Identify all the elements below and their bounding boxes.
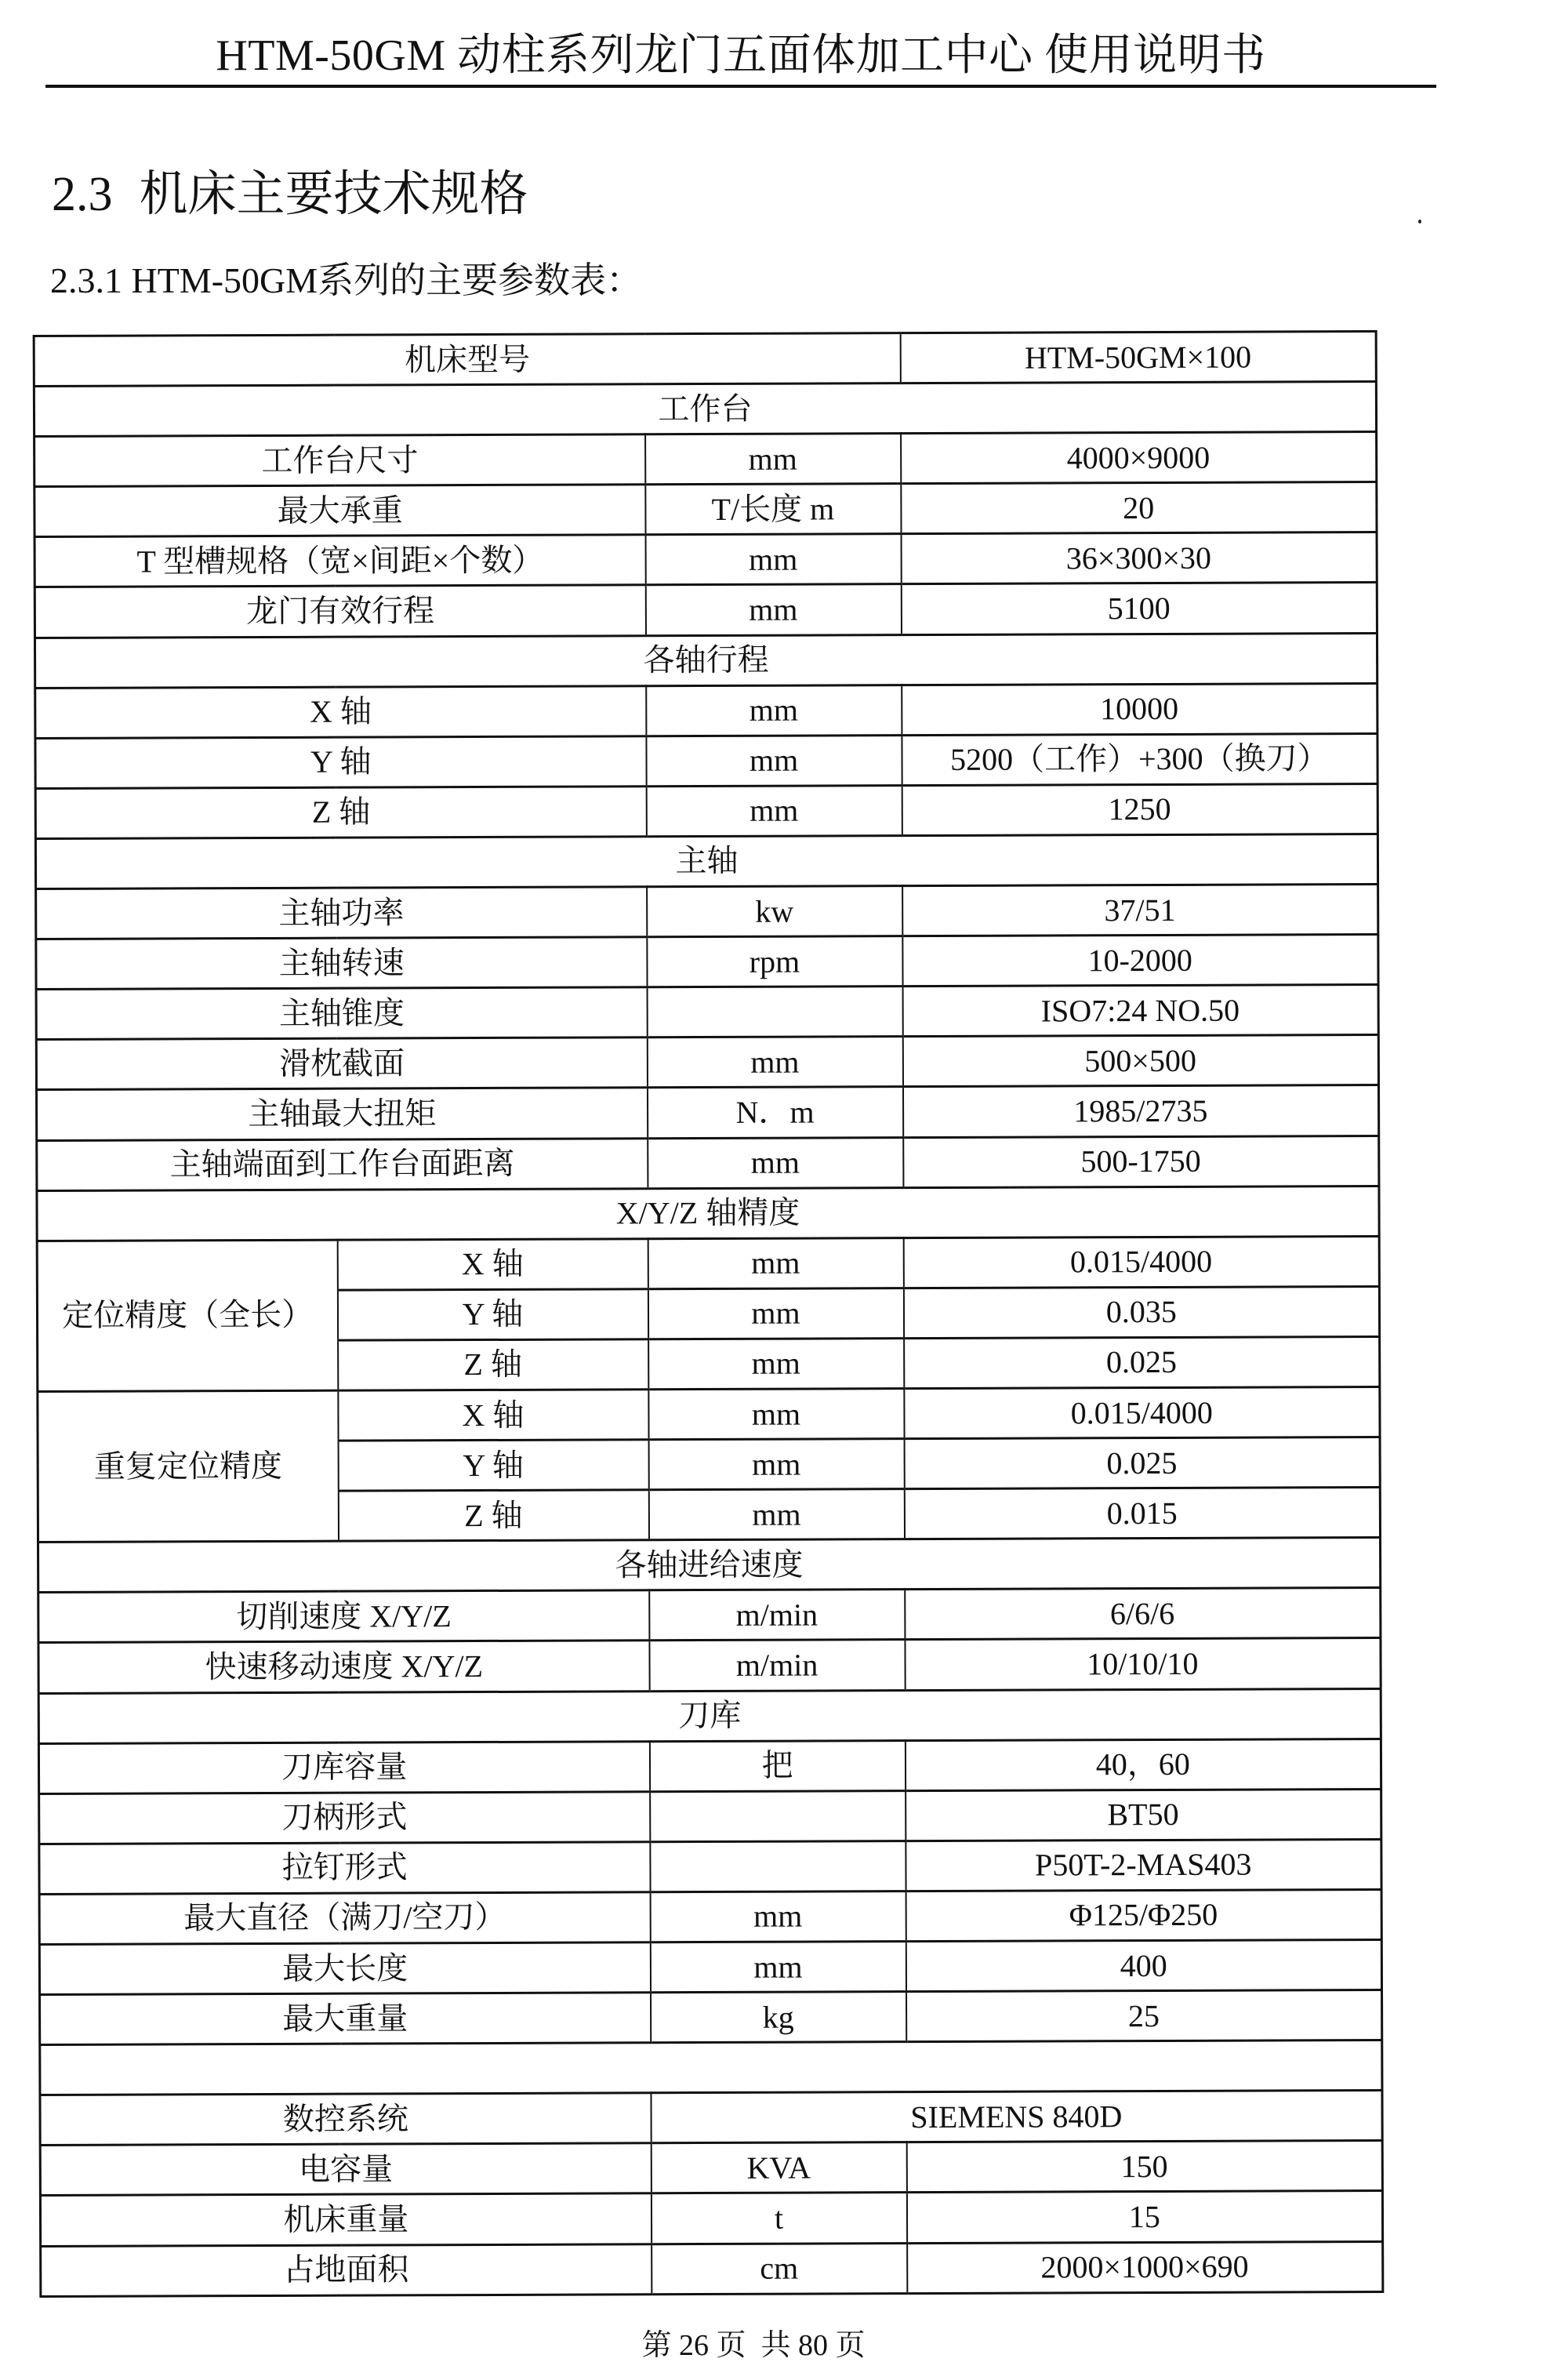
unit-cell: mm	[645, 534, 901, 585]
value-cell: 2000×1000×690	[907, 2241, 1383, 2293]
param-cell: 主轴转速	[36, 937, 647, 990]
table-row	[39, 1789, 1381, 1844]
value-cell: 37/51	[902, 885, 1378, 936]
axis-cell: Z 轴	[338, 1339, 648, 1390]
unit-cell: mm	[645, 434, 901, 485]
table-row	[38, 1386, 1380, 1441]
param-cell: 机床重量	[40, 2193, 651, 2246]
section-title-cell: X/Y/Z 轴精度	[37, 1186, 1379, 1241]
value-cell: 5100	[901, 583, 1377, 634]
value-cell: 25	[906, 1990, 1382, 2042]
value-cell: P50T-2-MAS403	[906, 1839, 1381, 1891]
table-row	[40, 1990, 1382, 2045]
value-cell: 15	[906, 2191, 1382, 2243]
value-cell: 1985/2735	[903, 1085, 1379, 1137]
value-cell: ISO7:24 NO.50	[902, 985, 1378, 1037]
param-cell: T 型槽规格（宽×间距×个数）	[34, 535, 645, 587]
value-cell: 10/10/10	[905, 1638, 1381, 1690]
param-cell: 数控系统	[40, 2093, 651, 2146]
axis-cell: X 轴	[337, 1238, 648, 1289]
unit-cell: mm	[648, 1439, 904, 1490]
table-row	[36, 1035, 1378, 1090]
table-row	[34, 583, 1377, 638]
unit-cell: mm	[648, 1137, 903, 1188]
value-cell: 0.035	[903, 1286, 1379, 1338]
table-row	[38, 1739, 1381, 1793]
value-cell: 40，60	[905, 1739, 1381, 1790]
value-cell: 1250	[902, 783, 1377, 835]
table-row	[39, 1940, 1381, 1995]
unit-cell: mm	[645, 584, 901, 635]
unit-cell: mm	[650, 1942, 906, 1993]
model-row	[34, 332, 1376, 387]
value-cell: 500-1750	[903, 1136, 1379, 1187]
unit-cell: mm	[646, 785, 902, 836]
table-row	[37, 1236, 1379, 1291]
unit-cell: mm	[650, 1891, 906, 1942]
value-cell: 0.025	[904, 1336, 1380, 1388]
unit-cell: mm	[646, 685, 902, 736]
group-label-cell: 定位精度（全长）	[37, 1240, 338, 1392]
param-cell: 主轴端面到工作台面距离	[37, 1138, 648, 1190]
unit-cell: mm	[648, 1288, 903, 1339]
param-cell: 刀库容量	[38, 1741, 649, 1793]
unit-cell: kg	[651, 1992, 906, 2043]
section-row-feed	[38, 1538, 1381, 1593]
axis-cell: Z 轴	[338, 1490, 648, 1541]
section-row-spindle	[35, 834, 1377, 888]
table-row	[36, 985, 1378, 1040]
unit-cell: T/长度 m	[645, 484, 901, 535]
unit-cell: m/min	[649, 1640, 905, 1691]
value-cell: 500×500	[902, 1035, 1378, 1087]
scan-speck	[1418, 220, 1421, 223]
section-title-cell: 工作台	[34, 382, 1376, 437]
unit-cell: cm	[652, 2243, 907, 2294]
param-cell: 主轴最大扭矩	[36, 1088, 647, 1140]
param-cell: 最大直径（满刀/空刀）	[39, 1892, 650, 1945]
table-row	[39, 1889, 1381, 1944]
param-cell: 主轴功率	[36, 887, 647, 939]
blank-cell	[40, 2040, 1382, 2095]
axis-cell: X 轴	[338, 1390, 648, 1441]
table-row	[36, 935, 1378, 990]
value-cell: Φ125/Φ250	[906, 1889, 1381, 1941]
unit-cell	[650, 1841, 906, 1891]
group-label-cell: 重复定位精度	[38, 1390, 339, 1543]
unit-cell: KVA	[651, 2142, 906, 2193]
section-title-cell: 主轴	[35, 834, 1377, 888]
unit-cell: t	[651, 2193, 906, 2244]
param-cell: 最大承重	[34, 485, 645, 537]
unit-cell: mm	[648, 1389, 904, 1440]
cnc-row	[40, 2091, 1382, 2146]
unit-cell: kw	[647, 886, 902, 937]
param-cell: 最大长度	[39, 1942, 650, 1995]
axis-cell: Y 轴	[338, 1440, 648, 1491]
table-row	[38, 1588, 1381, 1643]
section-row-travel	[34, 633, 1377, 688]
section-title-cell: 各轴进给速度	[38, 1538, 1381, 1593]
section-heading	[52, 170, 528, 219]
spec-table	[33, 330, 1385, 2298]
param-cell: 快速移动速度 X/Y/Z	[38, 1641, 649, 1693]
param-cell: 龙门有效行程	[34, 585, 645, 638]
param-cell: 拉钉形式	[39, 1842, 650, 1895]
table-row	[35, 783, 1377, 838]
page-header-title: HTM-50GM 动柱系列龙门五面体加工中心 使用说明书	[216, 31, 1266, 80]
unit-cell: mm	[648, 1339, 904, 1390]
section-title: 机床主要技术规格	[139, 168, 528, 221]
model-value: HTM-50GM×100	[900, 332, 1376, 383]
value-cell: 10-2000	[902, 935, 1378, 987]
param-cell: 切削速度 X/Y/Z	[38, 1590, 649, 1643]
param-cell: Z 轴	[35, 787, 646, 839]
blank-row	[40, 2040, 1382, 2095]
value-cell: 0.025	[904, 1437, 1380, 1489]
param-cell: Y 轴	[35, 736, 646, 789]
param-cell: X 轴	[35, 685, 646, 738]
unit-cell	[647, 987, 902, 1037]
unit-cell: 把	[649, 1740, 905, 1791]
header-rule	[45, 85, 1436, 88]
table-row	[34, 432, 1377, 487]
param-cell: 占地面积	[41, 2244, 652, 2296]
param-cell: 电容量	[40, 2143, 651, 2196]
table-row	[36, 885, 1378, 939]
table-row	[36, 1085, 1378, 1140]
unit-cell: mm	[646, 735, 902, 786]
table-row	[37, 1136, 1379, 1190]
value-cell: 36×300×30	[901, 532, 1377, 584]
axis-cell: Y 轴	[337, 1289, 648, 1340]
unit-cell	[650, 1790, 906, 1841]
value-cell: 0.015	[904, 1488, 1380, 1539]
unit-cell: mm	[648, 1489, 904, 1540]
value-cell: 20	[901, 482, 1377, 534]
value-cell: 4000×9000	[901, 432, 1377, 484]
table-row	[34, 532, 1377, 587]
value-cell: SIEMENS 840D	[651, 2091, 1382, 2143]
param-cell: 主轴锥度	[36, 987, 647, 1040]
unit-cell: mm	[647, 1037, 902, 1088]
section-number: 2.3	[52, 168, 113, 221]
value-cell: 400	[906, 1940, 1381, 1992]
param-cell: 工作台尺寸	[34, 434, 645, 487]
subsection-heading: 2.3.1 HTM-50GM系列的主要参数表：	[50, 260, 643, 300]
table-row	[41, 2241, 1383, 2296]
table-row	[35, 733, 1377, 788]
value-cell: 10000	[902, 683, 1377, 735]
unit-cell: mm	[648, 1237, 903, 1288]
table-row	[40, 2141, 1382, 2196]
value-cell: 5200（工作）+300（换刀）	[902, 733, 1377, 785]
model-label: 机床型号	[34, 333, 900, 387]
table-row	[34, 482, 1377, 537]
value-cell: 150	[906, 2141, 1382, 2193]
section-title-cell: 刀库	[38, 1688, 1381, 1743]
section-row-accuracy	[37, 1186, 1379, 1241]
param-cell: 刀柄形式	[39, 1791, 650, 1844]
value-cell: 0.015/4000	[904, 1386, 1380, 1438]
unit-cell: m/min	[649, 1590, 905, 1641]
param-cell: 最大重量	[40, 1993, 651, 2045]
section-title-cell: 各轴行程	[34, 633, 1377, 688]
page-number: 第 26 页 共 80 页	[641, 2329, 866, 2362]
table-row	[40, 2191, 1382, 2246]
param-cell: 滑枕截面	[36, 1037, 647, 1090]
table-row	[38, 1638, 1381, 1693]
value-cell: BT50	[906, 1789, 1381, 1841]
unit-cell: rpm	[647, 936, 902, 987]
value-cell: 6/6/6	[905, 1588, 1381, 1640]
table-row	[39, 1839, 1381, 1894]
unit-cell: N．m	[647, 1087, 902, 1138]
table-row	[35, 683, 1377, 738]
value-cell: 0.015/4000	[903, 1236, 1379, 1288]
section-row-worktable	[34, 382, 1376, 437]
section-row-tool-magazine	[38, 1688, 1381, 1743]
